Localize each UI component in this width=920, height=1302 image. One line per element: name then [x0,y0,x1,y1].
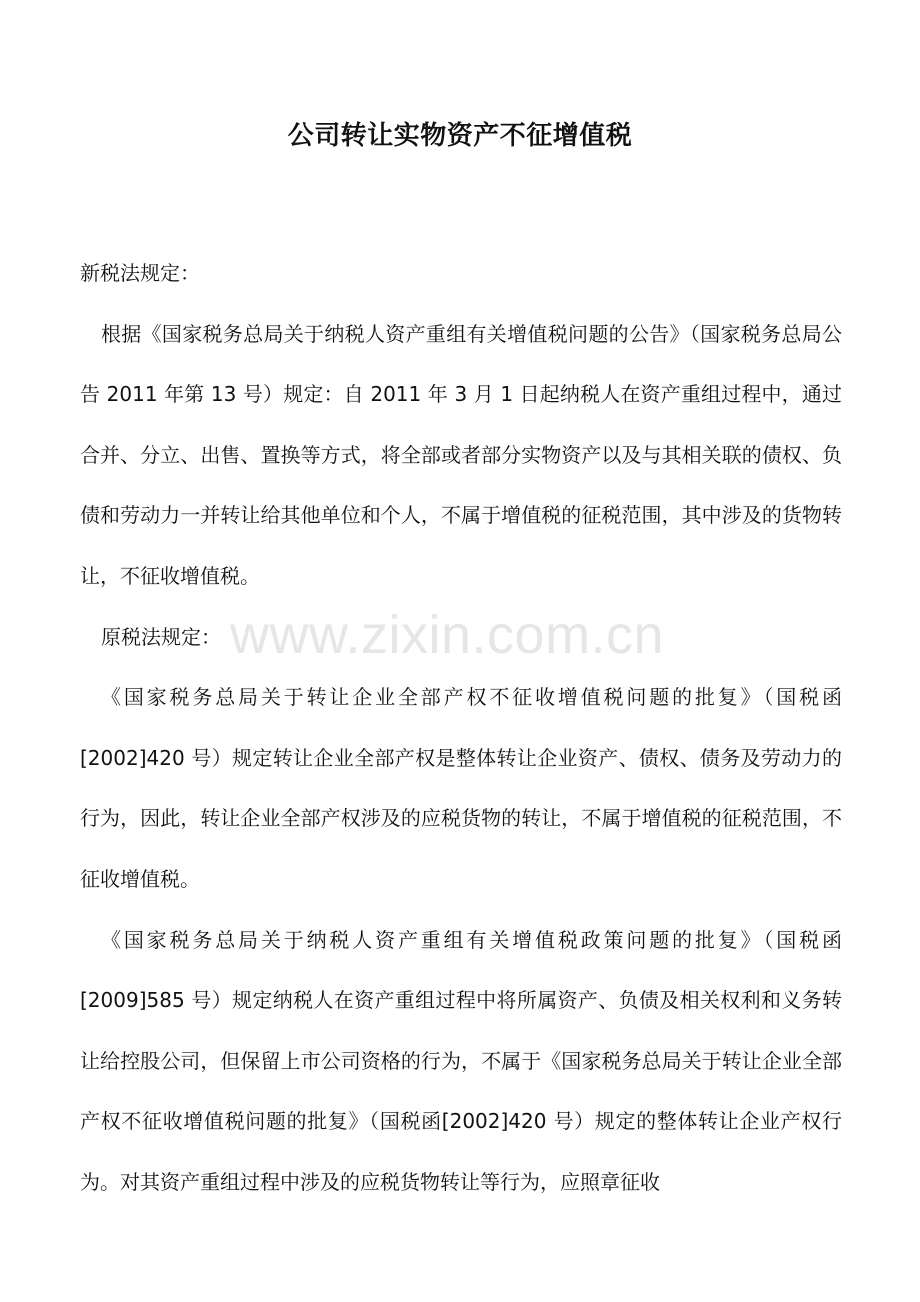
document-title: 公司转让实物资产不征增值税 [287,121,633,151]
paragraph-old-law-2009: 《国家税务总局关于纳税人资产重组有关增值税政策问题的批复》（国税函[2009]585 号）规定纳税人在资产重组过程中将所属资产、负债及相关权利和义务转让给控股公司，但保留上市公司资格的行为，不属于《国家税务总局关于转让企业全部产权不征收增值税问题的批复》（国税函[2002]420 号）规定的整体转让企业产权行为。对其资产重组过程中涉及的应税货物转让等行为，应照章征收 [80,927,842,1194]
paragraph-old-law-2002: 《国家税务总局关于转让企业全部产权不征收增值税问题的批复》（国税函[2002]420 号）规定转让企业全部产权是整体转让企业资产、债权、债务及劳动力的行为，因此，转让企业全部产权涉及的应税货物的转让，不属于增值税的征税范围，不征收增值税。 [80,685,842,891]
watermark: www.zixin.com.cn [230,605,665,665]
paragraph-new-law-body: 根据《国家税务总局关于纳税人资产重组有关增值税问题的公告》（国家税务总局公告 2011 年第 13 号）规定：自 2011 年 3 月 1 日起纳税人在资产重组过程中，通过合并、分立、出售、置换等方式，将全部或者部分实物资产以及与其相关联的债权、负债和劳动力一并转让给其他单位和个人，不属于增值税的征税范围，其中涉及的货物转让，不征收增值税。 [80,321,842,588]
document-body [80,243,842,1213]
paragraph-old-law-heading: 原税法规定： [101,624,221,649]
paragraph-new-law-heading: 新税法规定： [80,261,200,285]
